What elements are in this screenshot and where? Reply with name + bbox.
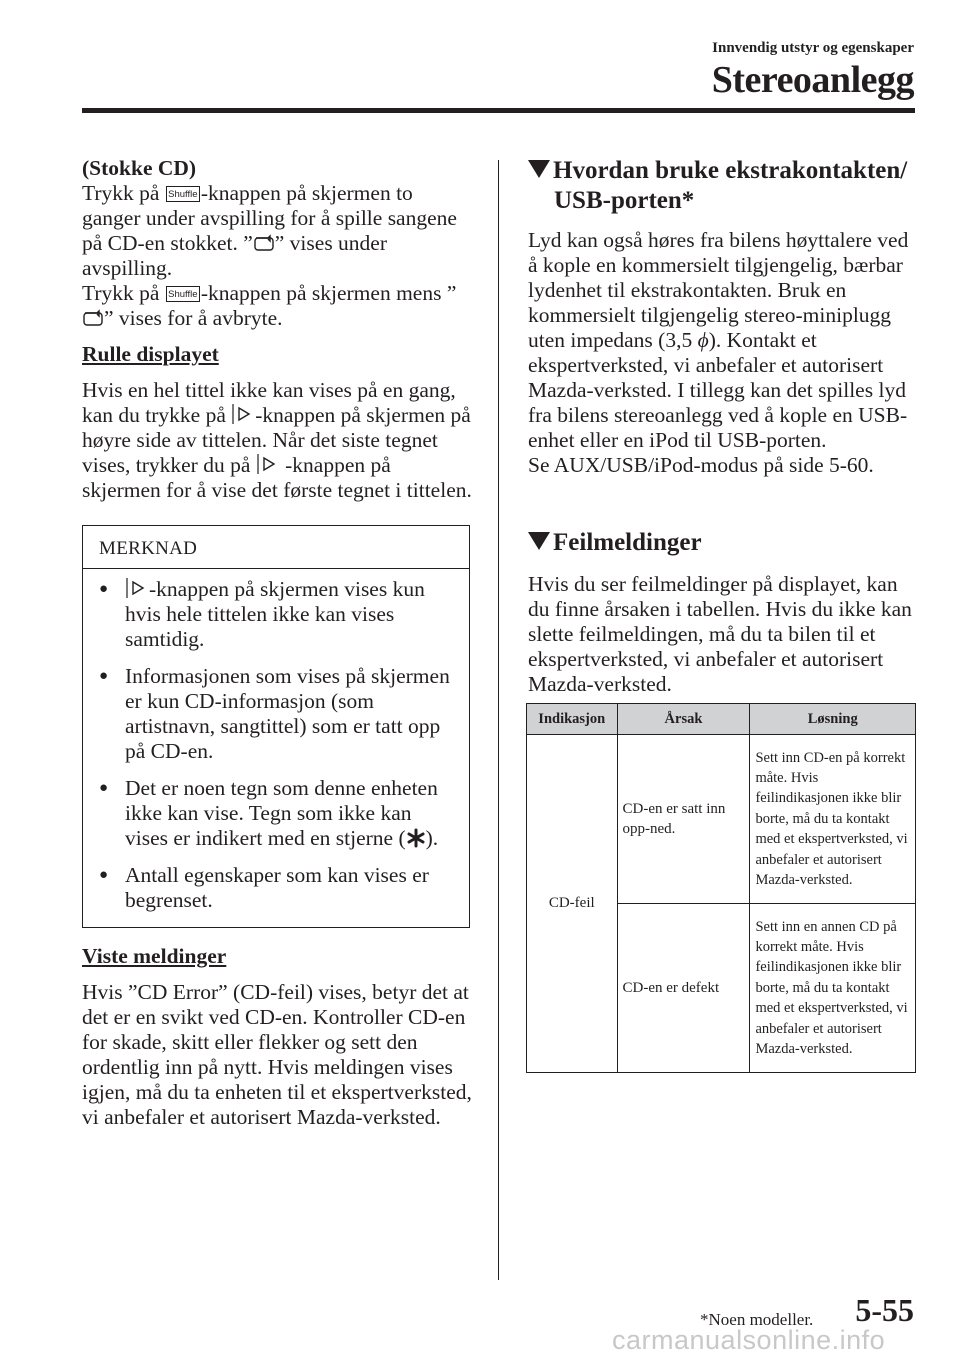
table-header-row: [527, 704, 916, 735]
note-text: [125, 776, 453, 851]
note-title: MERKNAD: [83, 526, 469, 569]
solution-cell: Sett inn CD-en på korrekt måte. Hvis feilindikasjonen ikke blir borte, må du ta kontakt med et ekspertverksted, vi anbefaler et autorisert Mazda-verksted.: [750, 735, 916, 904]
phi-symbol: ϕ: [697, 328, 709, 352]
note-text: Antall egenskaper som kan vises er begrenset.: [125, 863, 429, 912]
table-row: [527, 735, 916, 904]
text-span: -knappen på skjermen mens ”: [200, 281, 457, 305]
text-span: -knappen på skjermen to ganger under avspilling for å spille sangene på CD-en stokket. ”: [82, 181, 457, 255]
shuffle-paragraph-2: [82, 281, 472, 331]
note-body: [83, 569, 469, 927]
indication-cell: CD-feil: [527, 735, 618, 1073]
bullet-icon: ●: [99, 668, 109, 684]
text-span: Hvis en hel tittel ikke kan vises på en gang, kan du trykke på: [82, 378, 456, 427]
solution-cell: Sett inn en annen CD på korrekt måte. Hvis feilindikasjonen ikke blir borte, må du ta kontakt med et ekspertverksted, vi anbefaler et autorisert Mazda-verksted.: [750, 904, 916, 1073]
errors-heading: [528, 528, 702, 558]
text-span: ). Kontakt et ekspertverksted, vi anbefaler et autorisert Mazda-verksted. I tillegg kan det spilles lyd fra bilens stereoanlegg ved å kople en USB-enhet eller en iPod til USB-porten.: [528, 328, 908, 452]
scroll-button-icon: [232, 403, 254, 425]
messages-paragraph: Hvis ”CD Error” (CD-feil) vises, betyr det at det er en svikt ved CD-en. Kontroller CD-en for skade, skitt eller flekker og sett den ordentlig inn på nytt. Hvis meldingen vises igjen, må du ta enheten til et ekspertverksted, vi anbefaler et autorisert Mazda-verksted.: [82, 980, 472, 1129]
shuffle-button-icon: Shuffle: [166, 186, 200, 202]
text-span: Trykk på: [82, 181, 165, 205]
scroll-button-icon: [126, 577, 148, 599]
page-number: 5-55: [855, 1292, 914, 1328]
cause-cell: CD-en er defekt: [617, 904, 750, 1073]
messages-heading: Viste meldinger: [82, 944, 227, 968]
aux-paragraph: [528, 228, 916, 453]
scroll-button-icon: [257, 453, 279, 475]
section-triangle-icon: [528, 160, 550, 178]
asterisk-star-icon: [406, 828, 426, 848]
text-span: Lyd kan også høres fra bilens høyttalere ved å kople en kommersielt tilgjengelig, bærbar lydenhet til ekstrakontakten. Bruk en kommersielt tilgjengelig stereo-miniplugg uten impedans (3,5: [528, 228, 909, 352]
bullet-icon: ●: [99, 867, 109, 883]
note-item: [99, 664, 453, 764]
note-box: [82, 525, 470, 928]
bullet-icon: ●: [99, 581, 109, 597]
text-span: -knappen på skjermen for å vise det første tegnet i tittelen.: [82, 453, 472, 502]
table-header-cell: Årsak: [617, 704, 750, 735]
text-span: USB-porten*: [554, 187, 695, 214]
shuffle-mode-indicator-icon: [253, 232, 275, 252]
table-header-cell: Indikasjon: [527, 704, 618, 735]
text-span: Det er noen tegn som denne enheten ikke kan vise. Tegn som ikke kan vises er indikert med en stjerne (: [125, 776, 438, 850]
note-item: [99, 863, 453, 913]
text-span: ” vises under avspilling.: [82, 231, 388, 280]
page-title: Stereoanlegg: [711, 59, 914, 101]
shuffle-button-icon: Shuffle: [166, 286, 200, 302]
aux-heading: [528, 156, 918, 216]
section-triangle-icon: [528, 532, 550, 550]
bullet-icon: ●: [99, 780, 109, 796]
error-table: [526, 703, 916, 1073]
aux-body: [528, 228, 916, 478]
note-item: [99, 577, 453, 652]
text-span: -knappen på skjermen på høyre side av tittelen. Når det siste tegnet vises, trykker du på: [82, 403, 471, 477]
aux-reference: Se AUX/USB/iPod-modus på side 5-60.: [528, 453, 874, 477]
text-span: ” vises for å avbryte.: [104, 306, 283, 330]
footnote: *Noen modeller.: [700, 1310, 814, 1329]
shuffle-heading: (Stokke CD): [82, 156, 197, 180]
text-span: -knappen på skjermen vises kun hvis hele tittelen ikke kan vises samtidig.: [125, 577, 425, 651]
scroll-heading: Rulle displayet: [82, 342, 219, 366]
note-text: Informasjonen som vises på skjermen er kun CD-informasjon (som artistnavn, sangtittel) som er tatt opp på CD-en.: [125, 664, 450, 763]
text-span: ).: [425, 826, 439, 850]
cause-cell: CD-en er satt inn opp-ned.: [617, 735, 750, 904]
header-rule: [82, 108, 915, 113]
text-span: Hvordan bruke ekstrakontakten/: [553, 157, 908, 184]
text-span: Feilmeldinger: [553, 529, 702, 556]
table-header-cell: Løsning: [750, 704, 916, 735]
note-item: [99, 776, 453, 851]
errors-body: [528, 572, 918, 697]
text-span: Trykk på: [82, 281, 165, 305]
shuffle-mode-indicator-icon: [82, 307, 104, 327]
note-text: [125, 577, 453, 652]
watermark: carmanualsonline.info: [612, 1325, 886, 1355]
chapter-subtitle: Innvendig utstyr og egenskaper: [712, 40, 914, 56]
left-column: [82, 156, 472, 1130]
errors-paragraph: Hvis du ser feilmeldinger på displayet, kan du finne årsaken i tabellen. Hvis du ikke kan slette feilmeldingen, må du ta bilen til et ekspertverksted, vi anbefaler et autorisert Mazda-verksted.: [528, 572, 912, 696]
scroll-paragraph: [82, 378, 472, 503]
column-divider: [498, 160, 499, 1280]
shuffle-paragraph-1: [82, 181, 472, 281]
